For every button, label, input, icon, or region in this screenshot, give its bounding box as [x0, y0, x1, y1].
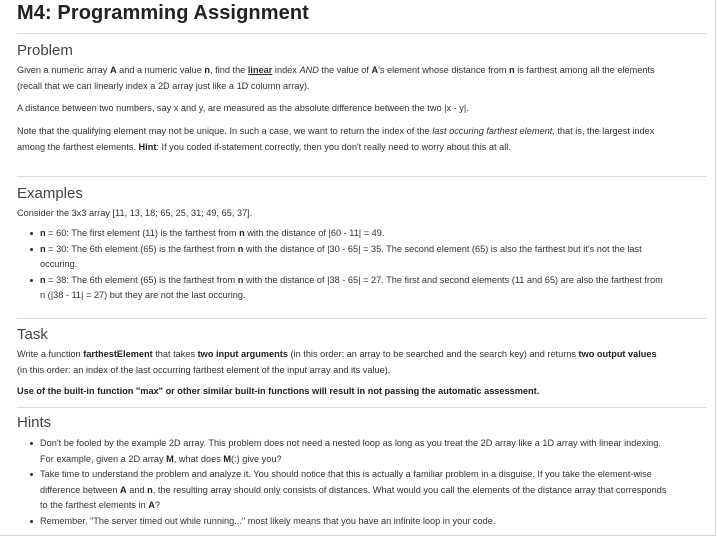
problem-paragraph-1: Given a numeric array A and a numeric value n, find the linear index AND the value of A's element whose distance from n is farthest among all the elements (recall that we can linearly index a 2D array just like a 1D column array). [17, 65, 655, 91]
task-paragraph-1: Write a function farthestElement that takes two input arguments (in this order: an array to be searched and the search key) and returns two output values (in this order: an index of the last occurring farthest element of the input array and its value). [17, 349, 657, 375]
divider [17, 318, 707, 319]
task-paragraph-2: Use of the built-in function "max" or other similar built-in functions will result in not passing the automatic assessment. [17, 386, 540, 396]
list-item: n = 38: The 6th element (65) is the farthest from n with the distance of |38 - 65| = 27. The first and second elements (11 and 65) are also the farthest from n (|38 - 11| = 27) but they are not the last occuring. [40, 273, 668, 304]
problem-paragraph-2: A distance between two numbers, say x and y, are measured as the absolute difference between the two |x - y|. [17, 103, 469, 113]
list-item: Don't be fooled by the example 2D array. This problem does not need a nested loop as long as you treat the 2D array like a 1D array with linear indexing. For example, given a 2D array M, what does M(:) give you? [40, 436, 668, 467]
list-item: Take time to understand the problem and analyze it. You should notice that this is actually a familiar problem in a disguise. If you take the element-wise difference between A and n, the resulting array should only consists of distances. What would you call the elements of the distance array that corresponds to the farthest elements in A? [40, 467, 668, 514]
divider [17, 33, 707, 34]
examples-heading: Examples [17, 185, 83, 202]
hints-heading: Hints [17, 414, 52, 431]
list-item: n = 30: The 6th element (65) is the farthest from n with the distance of |30 - 65| = 35. The second element (65) is also the farthest but it's not the last occuring. [40, 242, 668, 273]
divider [17, 176, 707, 177]
problem-paragraph-3: Note that the qualifying element may not be unique. In such a case, we want to return the index of the last occuring farthest element, that is, the largest index among the farthest elements. Hint: If you coded if-statement correctly, then you don't really need to worry about this at all. [17, 126, 655, 152]
examples-intro: Consider the 3x3 array [11, 13, 18; 65, 25, 31; 49, 65, 37]. [17, 208, 253, 218]
list-item: n = 60: The first element (11) is the farthest from n with the distance of |60 - 11| = 49. [40, 226, 668, 242]
divider [17, 407, 707, 408]
examples-list [40, 226, 668, 304]
task-heading: Task [17, 326, 48, 343]
problem-heading: Problem [17, 42, 73, 59]
hints-list [40, 436, 668, 529]
list-item: Remember, "The server timed out while running..." most likely means that you have an infinite loop in your code. [40, 514, 668, 530]
page-title: M4: Programming Assignment [17, 2, 309, 24]
